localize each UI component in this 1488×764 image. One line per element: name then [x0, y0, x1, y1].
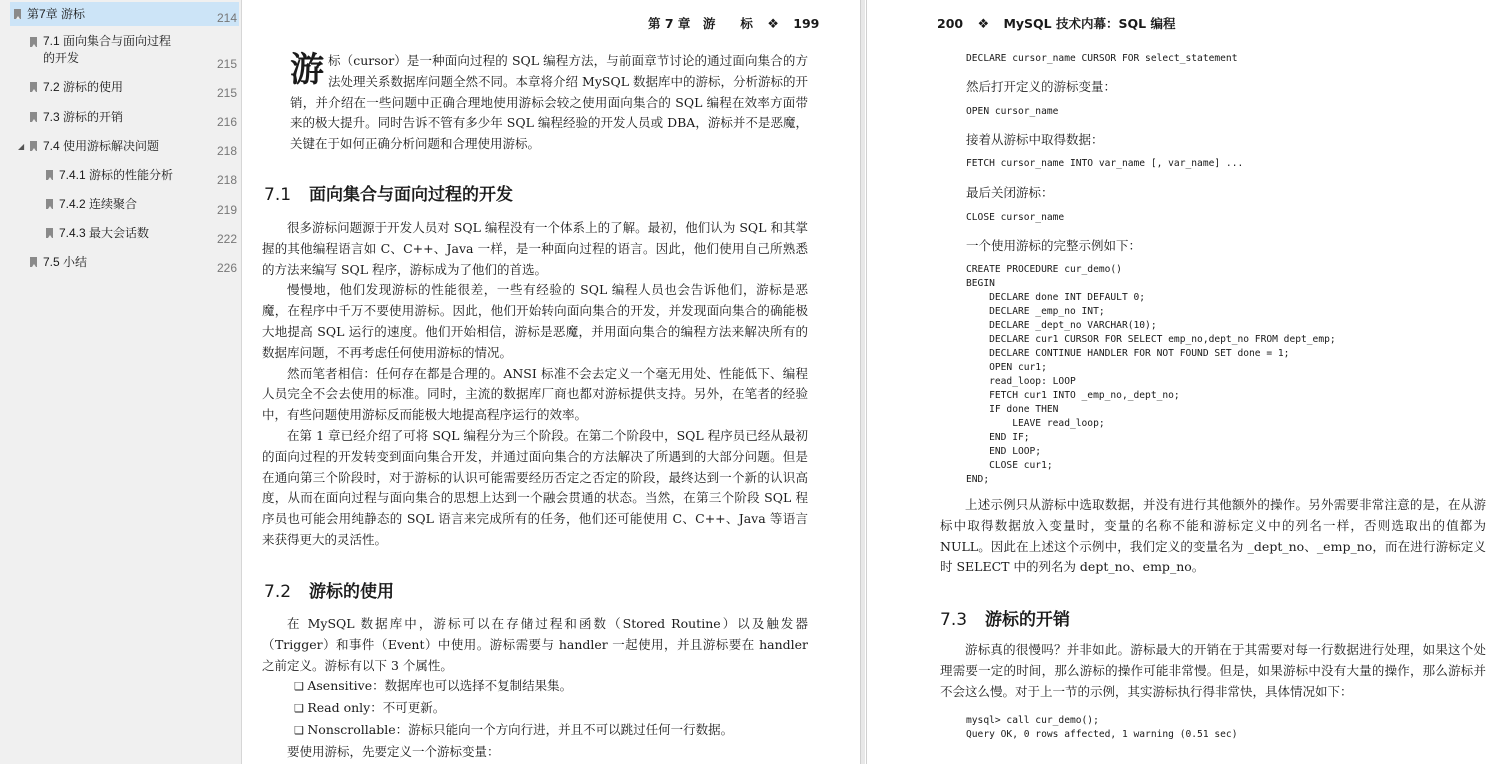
- code-call-cur-demo: mysql> call cur_demo(); Query OK, 0 rows affected, 1 warning (0.51 sec): [966, 715, 1238, 740]
- code-declare-cursor: DECLARE cursor_name CURSOR FOR select_statement: [966, 53, 1238, 64]
- bookmark-icon: [30, 141, 37, 151]
- diamond-ornament-icon: ❖: [977, 17, 990, 32]
- list-item: ❑ Nonscrollable：游标只能向一个方向行进，并且不可以跳过任何一行数据。: [282, 720, 808, 742]
- code-open-cursor: OPEN cursor_name: [966, 106, 1059, 117]
- page-199: [242, 0, 861, 764]
- collapse-triangle-icon[interactable]: ◢: [18, 142, 25, 151]
- paragraph: 最后关闭游标：: [966, 185, 1054, 200]
- section-7-1-body: 很多游标问题源于开发人员对 SQL 编程没有一个体系上的了解。最初，他们认为 SQL 和其掌握的其他编程语言如 C、C++、Java 一样，是一种面向过程的语言。因此，他们使用自己所熟悉的方法来编写 SQL 程序，游标成为了他们的首选。 慢慢地，他们发现游标的性能很差，一些有经验的 SQL 编程人员也会告诉他们，游标是恶魔，在程序中千万不要使用游标。因此，他们开始转向面向集合的开发，并发现面向集合的确能极大地提高 SQL 运行的速度。他们开始相信，游标是恶魔，并用面向集合的编程方法来解决所有的数据库问题，不再考虑任何使用游标的情况。 然而笔者相信：任何存在都是合理的。ANSI 标准不会去定义一个毫无用处、性能低下、编程人员完全不会去使用的标准。同时，主流的数据库厂商也都对游标提供支持。另外，在笔者的经验中，有些问题使用游标反而能极大地提高程序运行的效率。 在第 1 章已经介绍了可将 SQL 编程分为三个阶段。在第二个阶段中，SQL 程序员已经从最初的面向过程的开发转变到面向集合开发，并通过面向集合的方法解决了所遇到的大部分问题。但是在通向第三个阶段时，对于游标的认识可能需要经历否定之否定的阶段，最终达到一个新的认识高度，从而在面向过程与面向集合的思想上达到一个融会贯通的状态。当然，在第三个阶段 SQL 程序员也可能会用纯静态的 SQL 语言来完成所有的任务，他们还可能使用 C、C++、Java 等语言来获得更大的灵活性。: [262, 220, 808, 547]
- page-header: 200 ❖ MySQL 技术内幕：SQL 编程: [937, 16, 1176, 32]
- list-item: ❑ Read only：不可更新。: [282, 698, 808, 720]
- bookmark-icon: [30, 257, 37, 267]
- chapter-intro: 游标（cursor）是一种面向过程的 SQL 编程方法，与前面章节讨论的通过面向集合的方法处理关系数据库问题全然不同。本章将介绍 MySQL 数据库中的游标，分析游标的开销，并介绍在一些问题中正确合理地使用游标会较之使用面向集合的 SQL 编程在效率方面带来的极大提升。同时告诉不管有多少年 SQL 编程经验的开发人员或 DBA，游标并不是恶魔，关键在于如何正确分析问题和合理使用游标。: [290, 50, 808, 152]
- diamond-ornament-icon: ❖: [767, 17, 779, 32]
- toc-item-7-4-2[interactable]: 7.4.2 连续聚合 219: [0, 195, 241, 219]
- section-7-2-body: 在 MySQL 数据库中，游标可以在存储过程和函数（Stored Routine）以及触发器（Trigger）和事件（Event）中使用。游标需要与 handler 一起使用，并且游标要在 handler 之前定义。游标有以下 3 个属性。 ❑ Asensitive：数据库也可以选择不复制结果集。 ❑ Read only：不可更新。 ❑ Nonscrollable：游标只能向一个方向行进，并且不可以跳过任何一行数据。 要使用游标，先要定义一个游标变量：: [262, 614, 808, 763]
- page-header: 第 7 章 游 标 ❖ 199: [648, 16, 820, 32]
- toc-item-7-5[interactable]: 7.5 小结 226: [0, 253, 241, 277]
- paragraph: 然后打开定义的游标变量：: [966, 79, 1117, 94]
- toc-item-chapter7[interactable]: 第7章 游标 214: [0, 2, 241, 26]
- section-heading-7-2: 7.2 游标的使用: [264, 582, 395, 602]
- toc-item-7-3[interactable]: 7.3 游标的开销 216: [0, 108, 241, 132]
- page-gutter: [861, 0, 865, 764]
- code-close-cursor: CLOSE cursor_name: [966, 212, 1065, 223]
- toc-item-7-1[interactable]: 7.1 面向集合与面向过程 的开发 215: [0, 32, 241, 72]
- page-200: [866, 0, 1488, 764]
- bookmark-icon: [14, 9, 21, 19]
- paragraph: 接着从游标中取得数据：: [966, 132, 1104, 147]
- list-item: ❑ Asensitive：数据库也可以选择不复制结果集。: [282, 676, 808, 698]
- bookmark-icon: [30, 112, 37, 122]
- cursor-properties-list: [262, 676, 808, 741]
- bookmark-icon: [46, 170, 53, 180]
- paragraph: 一个使用游标的完整示例如下：: [966, 238, 1142, 253]
- toc-item-7-4[interactable]: ◢ 7.4 使用游标解决问题 218: [18, 139, 237, 158]
- section-heading-7-3: 7.3 游标的开销: [940, 610, 1071, 630]
- section-7-3-body: 游标真的很慢吗？并非如此。游标最大的开销在于其需要对每一行数据进行处理，如果这个处理需要一定的时间，那么游标的操作可能非常慢。但是，如果游标中没有大量的操作，那么游标并不会这么慢。对于上一节的示例，其实游标执行得非常快，具体情况如下：: [940, 642, 1486, 699]
- toc-item-7-4-3[interactable]: 7.4.3 最大会话数 222: [0, 224, 241, 248]
- section-heading-7-1: 7.1 面向集合与面向过程的开发: [264, 185, 514, 205]
- bookmark-icon: [30, 82, 37, 92]
- toc-item-7-4-1[interactable]: 7.4.1 游标的性能分析 218: [0, 166, 241, 190]
- dropcap: 游: [290, 50, 324, 90]
- code-fetch-cursor: FETCH cursor_name INTO var_name [, var_name] ...: [966, 158, 1244, 169]
- code-cur-demo-procedure: CREATE PROCEDURE cur_demo() BEGIN DECLARE done INT DEFAULT 0; DECLARE _emp_no INT; DECLARE _dept_no VARCHAR(10); DECLARE cur1 CURSOR FOR SELECT emp_no,dept_no FROM dept_emp; DECLARE CONTINUE HANDLER FOR NOT FOUND SET done = 1; OPEN cur1; read_loop: LOOP FETCH cur1 INTO _emp_no,_dept_no; IF done THEN LEAVE read_loop; END IF; END LOOP; CLOSE cur1; END;: [966, 264, 1336, 485]
- bookmark-icon: [46, 228, 53, 238]
- paragraph-variable-naming: 上述示例只从游标中选取数据，并没有进行其他额外的操作。另外需要非常注意的是，在从游标中取得数据放入变量时，变量的名称不能和游标定义中的列名一样，否则选取出的值都为 NULL。因此在上述这个示例中，我们定义的变量名为 _dept_no、_emp_no，而在进行游标定义时 SELECT 中的列名为 dept_no、emp_no。: [940, 497, 1486, 575]
- toc-item-7-2[interactable]: 7.2 游标的使用 215: [0, 78, 241, 102]
- bookmark-icon: [46, 199, 53, 209]
- toc-sidebar: [0, 0, 242, 764]
- bookmark-icon: [30, 37, 37, 47]
